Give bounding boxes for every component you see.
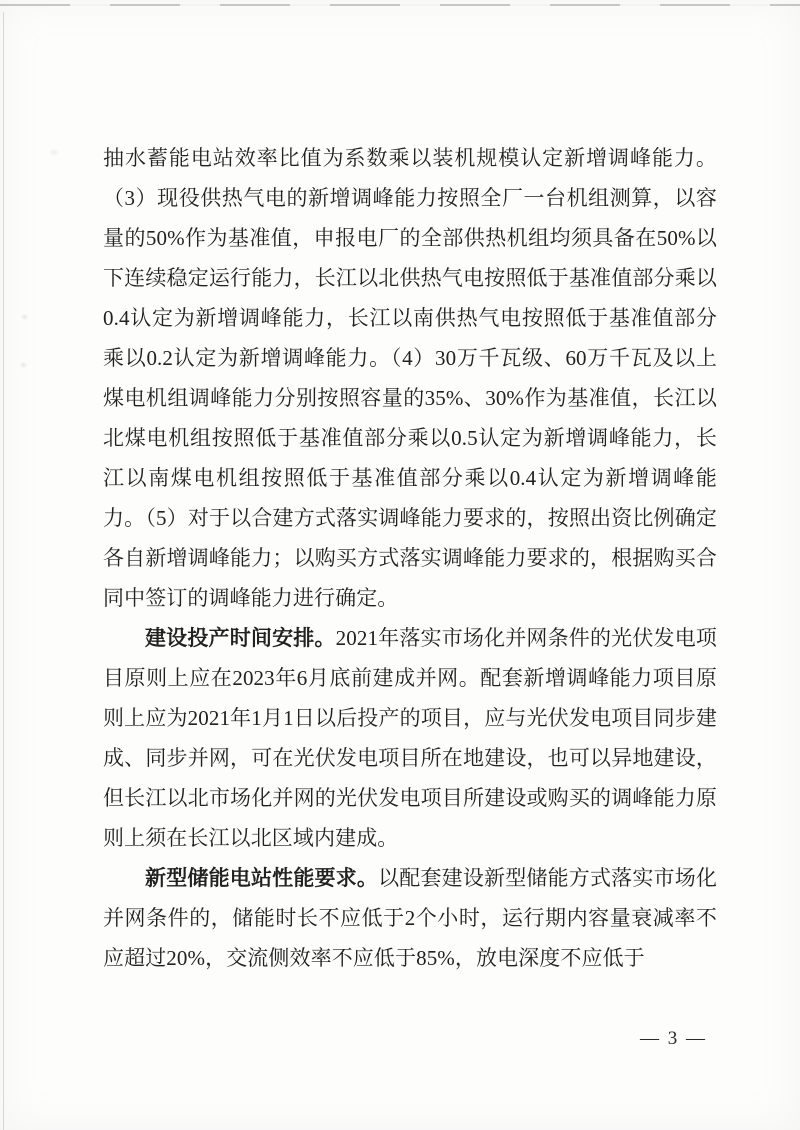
- scan-edge-artifact-left: [3, 12, 4, 1130]
- scan-noise-spot: [50, 150, 58, 155]
- paragraph-storage-performance: [103, 858, 717, 978]
- paragraph-text: 以配套建设新型储能方式落实市场化并网条件的，储能时长不应低于2个小时，运行期内容量衰减率不应超过20%，交流侧效率不应低于85%，放电深度不应低于: [103, 866, 717, 970]
- paragraph-text: 抽水蓄能电站效率比值为系数乘以装机规模认定新增调峰能力。（3）现役供热气电的新增调峰能力按照全厂一台机组测算，以容量的50%作为基准值，申报电厂的全部供热机组均须具备在50%以下连续稳定运行能力，长江以北供热气电按照低于基准值部分乘以0.4认定为新增调峰能力，长江以南供热气电按照低于基准值部分乘以0.2认定为新增调峰能力。（4）30万千瓦级、60万千瓦及以上煤电机组调峰能力分别按照容量的35%、30%作为基准值，长江以北煤电机组按照低于基准值部分乘以0.5认定为新增调峰能力，长江以南煤电机组按照低于基准值部分乘以0.4认定为新增调峰能力。（5）对于以合建方式落实调峰能力要求的，按照出资比例确定各自新增调峰能力；以购买方式落实调峰能力要求的，根据购买合同中签订的调峰能力进行确定。: [103, 146, 717, 610]
- paragraph-construction-schedule: [103, 618, 717, 858]
- scan-edge-artifact-top: [0, 4, 800, 6]
- paragraph-lead-bold: 新型储能电站性能要求。: [145, 866, 379, 890]
- paragraph-peak-capacity-rules: [103, 138, 717, 618]
- scan-noise-spot: [21, 363, 26, 367]
- scan-noise-spot: [22, 315, 27, 319]
- document-body-text: [103, 138, 717, 978]
- page-number: — 3 —: [640, 1028, 707, 1049]
- paragraph-text: 2021年落实市场化并网条件的光伏发电项目原则上应在2023年6月底前建成并网。配套新增调峰能力项目原则上应为2021年1月1日以后投产的项目，应与光伏发电项目同步建成、同步并网，可在光伏发电项目所在地建设，也可以异地建设，但长江以北市场化并网的光伏发电项目所建设或购买的调峰能力原则上须在长江以北区域内建成。: [103, 626, 717, 850]
- paragraph-lead-bold: 建设投产时间安排。: [145, 626, 336, 650]
